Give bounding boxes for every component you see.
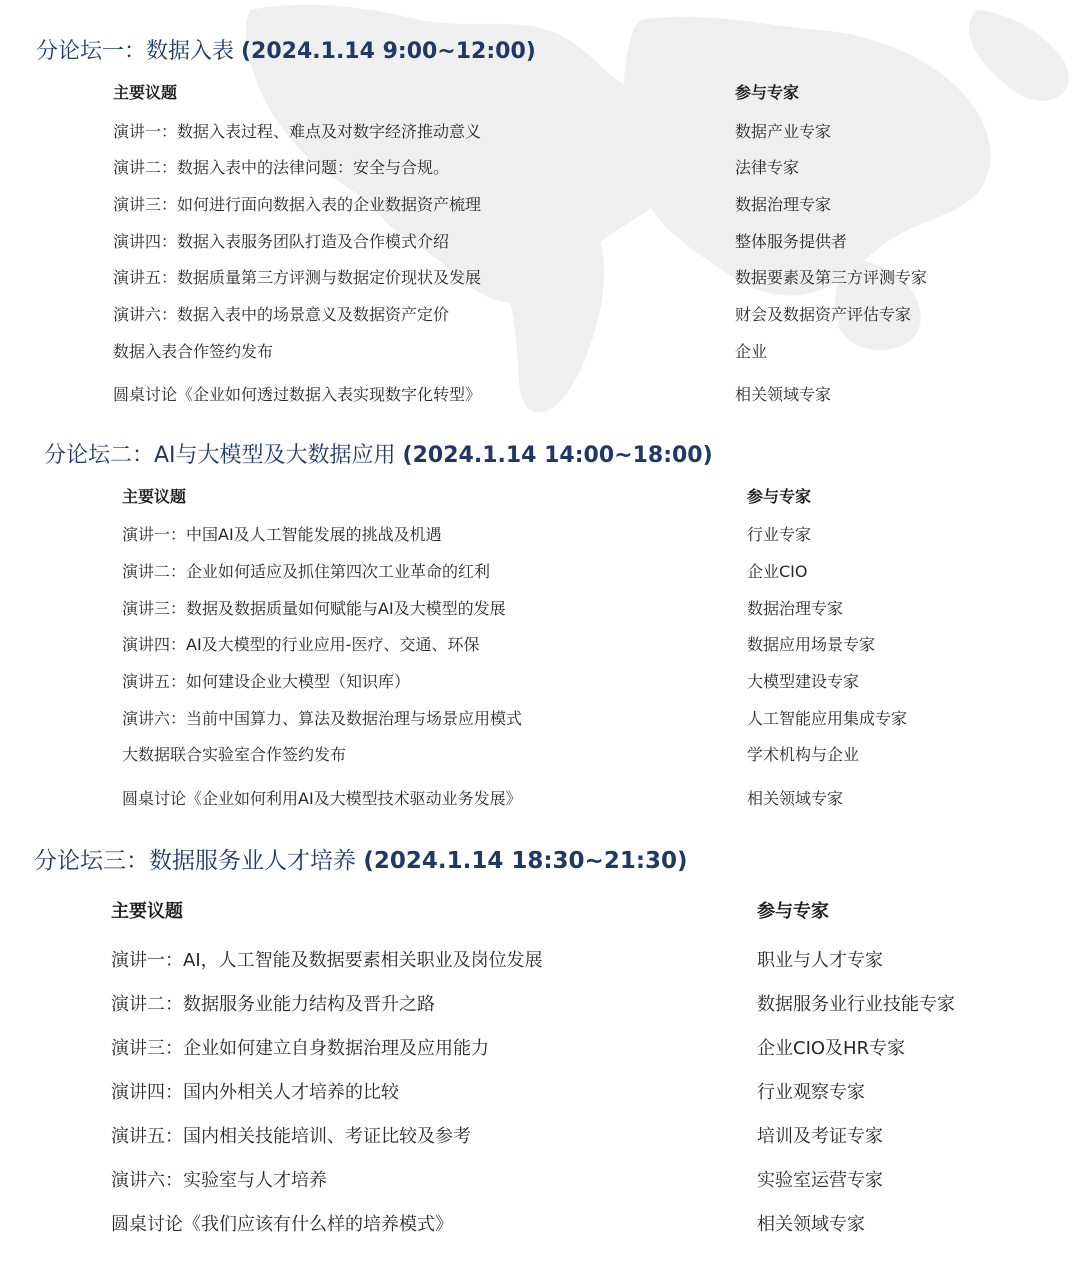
- topic-column-header: 主要议题: [111, 901, 183, 922]
- expert-item: 实验室运营专家: [757, 1170, 883, 1191]
- expert-item: 行业观察专家: [757, 1082, 865, 1103]
- topic-item: 演讲三：如何进行面向数据入表的企业数据资产梳理: [113, 195, 482, 214]
- expert-item: 数据产业专家: [735, 122, 832, 141]
- expert-item: 数据治理专家: [747, 599, 844, 618]
- expert-item: 职业与人才专家: [757, 950, 883, 971]
- forum-name: 分论坛二：AI与大模型及大数据应用: [44, 443, 403, 468]
- topic-column-header: 主要议题: [122, 487, 187, 506]
- topic-item: 演讲一：AI，人工智能及数据要素相关职业及岗位发展: [111, 950, 543, 971]
- topic-item: 演讲六：数据入表中的场景意义及数据资产定价: [113, 305, 450, 324]
- topic-item: 演讲一：中国AI及人工智能发展的挑战及机遇: [122, 525, 442, 544]
- expert-column-header: 参与专家: [735, 83, 800, 102]
- topic-item: 演讲五：如何建设企业大模型（知识库）: [122, 672, 411, 691]
- forum-time: (2024.1.14 9:00~12:00): [241, 39, 536, 64]
- expert-item: 企业: [735, 342, 768, 361]
- topic-item: 演讲二：数据入表中的法律问题：安全与合规。: [113, 158, 450, 177]
- expert-item: 大模型建设专家: [747, 672, 860, 691]
- topic-item: 圆桌讨论《我们应该有什么样的培养模式》: [111, 1214, 453, 1235]
- forum-title: [36, 34, 536, 65]
- forum-title: [44, 438, 713, 469]
- topic-item: 圆桌讨论《企业如何透过数据入表实现数字化转型》: [113, 385, 482, 404]
- topic-item: 演讲一：数据入表过程、难点及对数字经济推动意义: [113, 122, 482, 141]
- expert-column-header: 参与专家: [747, 487, 812, 506]
- topic-item: 大数据联合实验室合作签约发布: [122, 745, 347, 764]
- expert-item: 行业专家: [747, 525, 812, 544]
- expert-item: 相关领域专家: [747, 789, 844, 808]
- forum-time: (2024.1.14 18:30~21:30): [363, 848, 688, 874]
- topic-item: 演讲五：数据质量第三方评测与数据定价现状及发展: [113, 268, 482, 287]
- topic-item: 演讲二：数据服务业能力结构及晋升之路: [111, 994, 435, 1015]
- topic-item: 演讲四：AI及大模型的行业应用-医疗、交通、环保: [122, 635, 480, 654]
- expert-item: 整体服务提供者: [735, 232, 848, 251]
- topic-item: 数据入表合作签约发布: [113, 342, 274, 361]
- expert-item: 法律专家: [735, 158, 800, 177]
- expert-item: 数据要素及第三方评测专家: [735, 268, 928, 287]
- expert-item: 相关领域专家: [757, 1214, 865, 1235]
- forum-title: [34, 842, 688, 875]
- expert-item: 相关领域专家: [735, 385, 832, 404]
- expert-item: 数据服务业行业技能专家: [757, 994, 955, 1015]
- forum-name: 分论坛三：数据服务业人才培养: [34, 848, 364, 874]
- topic-item: 演讲四：国内外相关人才培养的比较: [111, 1082, 399, 1103]
- expert-item: 培训及考证专家: [757, 1126, 883, 1147]
- topic-item: 演讲三：企业如何建立自身数据治理及应用能力: [111, 1038, 489, 1059]
- topic-column-header: 主要议题: [113, 83, 178, 102]
- forum-time: (2024.1.14 14:00~18:00): [402, 443, 713, 468]
- expert-column-header: 参与专家: [757, 901, 829, 922]
- expert-item: 企业CIO及HR专家: [757, 1038, 906, 1059]
- topic-item: 演讲二：企业如何适应及抓住第四次工业革命的红利: [122, 562, 491, 581]
- topic-item: 演讲六：当前中国算力、算法及数据治理与场景应用模式: [122, 709, 523, 728]
- expert-item: 数据治理专家: [735, 195, 832, 214]
- topic-item: 演讲四：数据入表服务团队打造及合作模式介绍: [113, 232, 450, 251]
- topic-item: 演讲五：国内相关技能培训、考证比较及参考: [111, 1126, 471, 1147]
- expert-item: 数据应用场景专家: [747, 635, 876, 654]
- expert-item: 人工智能应用集成专家: [747, 709, 908, 728]
- expert-item: 学术机构与企业: [747, 745, 860, 764]
- forum-name: 分论坛一：数据入表: [36, 39, 241, 64]
- expert-item: 企业CIO: [747, 562, 808, 581]
- topic-item: 演讲六：实验室与人才培养: [111, 1170, 327, 1191]
- topic-item: 演讲三：数据及数据质量如何赋能与AI及大模型的发展: [122, 599, 506, 618]
- expert-item: 财会及数据资产评估专家: [735, 305, 912, 324]
- topic-item: 圆桌讨论《企业如何利用AI及大模型技术驱动业务发展》: [122, 789, 522, 808]
